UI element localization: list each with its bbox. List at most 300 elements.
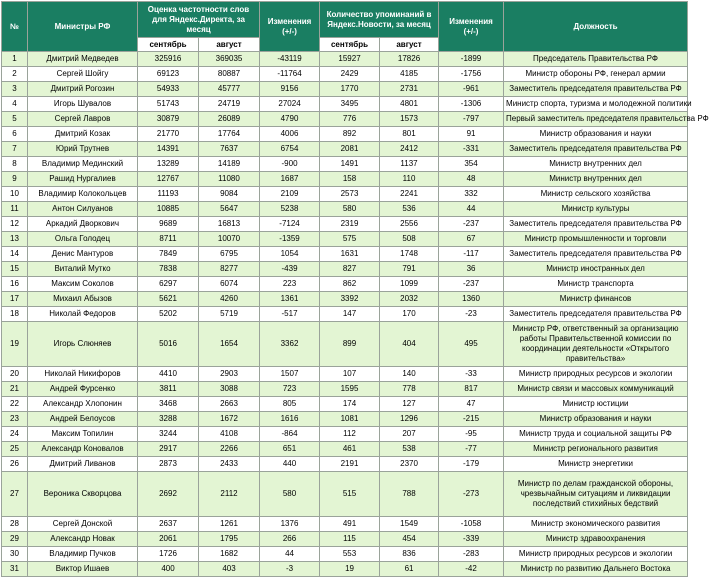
freq-change: -3	[260, 562, 320, 577]
mentions-september: 107	[320, 367, 380, 382]
mentions-change: -237	[439, 277, 504, 292]
mentions-september: 899	[320, 322, 380, 367]
mentions-change: -273	[439, 472, 504, 517]
mentions-september: 553	[320, 547, 380, 562]
mentions-change: -797	[439, 112, 504, 127]
mentions-change: -77	[439, 442, 504, 457]
table-row	[2, 172, 688, 187]
mentions-change: 354	[439, 157, 504, 172]
mentions-change: 48	[439, 172, 504, 187]
mentions-august: 1573	[380, 112, 439, 127]
row-number: 30	[2, 547, 28, 562]
position: Первый заместитель председателя правительства РФ	[504, 112, 688, 127]
freq-september: 13289	[138, 157, 199, 172]
table-row	[2, 247, 688, 262]
mentions-august: 2241	[380, 187, 439, 202]
mentions-september: 862	[320, 277, 380, 292]
row-number: 7	[2, 142, 28, 157]
freq-august: 80887	[199, 67, 260, 82]
row-number: 27	[2, 472, 28, 517]
freq-september: 51743	[138, 97, 199, 112]
position: Министр внутренних дел	[504, 172, 688, 187]
minister-name: Николай Никифоров	[28, 367, 138, 382]
mentions-august: 1099	[380, 277, 439, 292]
freq-change: -439	[260, 262, 320, 277]
minister-name: Максим Соколов	[28, 277, 138, 292]
mentions-august: 170	[380, 307, 439, 322]
freq-change: 723	[260, 382, 320, 397]
freq-september: 5621	[138, 292, 199, 307]
minister-name: Сергей Донской	[28, 517, 138, 532]
subheader-freq-august: август	[199, 38, 260, 52]
mentions-september: 580	[320, 202, 380, 217]
freq-change: 4006	[260, 127, 320, 142]
table-row	[2, 292, 688, 307]
mentions-september: 158	[320, 172, 380, 187]
freq-september: 3811	[138, 382, 199, 397]
freq-september: 7838	[138, 262, 199, 277]
table-row	[2, 382, 688, 397]
table-row	[2, 82, 688, 97]
freq-change: 1507	[260, 367, 320, 382]
freq-august: 6074	[199, 277, 260, 292]
freq-september: 1726	[138, 547, 199, 562]
freq-august: 3088	[199, 382, 260, 397]
position: Министр финансов	[504, 292, 688, 307]
freq-august: 1682	[199, 547, 260, 562]
mentions-change: -1756	[439, 67, 504, 82]
subheader-mentions-september: сентябрь	[320, 38, 380, 52]
freq-september: 8711	[138, 232, 199, 247]
row-number: 29	[2, 532, 28, 547]
freq-change: 1687	[260, 172, 320, 187]
table-row	[2, 112, 688, 127]
position: Министр по делам гражданской обороны, чрезвычайным ситуациям и ликвидации последствий стихийных бедствий	[504, 472, 688, 517]
mentions-september: 1491	[320, 157, 380, 172]
position: Министр иностранных дел	[504, 262, 688, 277]
freq-september: 12767	[138, 172, 199, 187]
header-minister: Министры РФ	[28, 2, 138, 52]
mentions-august: 791	[380, 262, 439, 277]
freq-september: 2692	[138, 472, 199, 517]
freq-change: 44	[260, 547, 320, 562]
mentions-august: 836	[380, 547, 439, 562]
header-mentions: Количество упоминаний в Яндекс.Новости, за месяц	[320, 2, 439, 38]
freq-august: 2433	[199, 457, 260, 472]
position: Министр труда и социальной защиты РФ	[504, 427, 688, 442]
mentions-august: 2412	[380, 142, 439, 157]
mentions-september: 15927	[320, 52, 380, 67]
freq-change: -900	[260, 157, 320, 172]
freq-september: 2637	[138, 517, 199, 532]
freq-august: 1261	[199, 517, 260, 532]
mentions-august: 536	[380, 202, 439, 217]
freq-change: -1359	[260, 232, 320, 247]
minister-name: Владимир Мединский	[28, 157, 138, 172]
freq-september: 7849	[138, 247, 199, 262]
freq-august: 8277	[199, 262, 260, 277]
row-number: 5	[2, 112, 28, 127]
freq-september: 5016	[138, 322, 199, 367]
mentions-september: 461	[320, 442, 380, 457]
table-row	[2, 202, 688, 217]
row-number: 2	[2, 67, 28, 82]
mentions-change: -95	[439, 427, 504, 442]
minister-name: Владимир Пучков	[28, 547, 138, 562]
mentions-change: 36	[439, 262, 504, 277]
ministers-table	[1, 1, 709, 577]
mentions-august: 404	[380, 322, 439, 367]
freq-september: 2873	[138, 457, 199, 472]
freq-change: 805	[260, 397, 320, 412]
mentions-august: 2370	[380, 457, 439, 472]
freq-change: -11764	[260, 67, 320, 82]
header-frequency: Оценка частотности слов для Яндекс.Директа, за месяц	[138, 2, 260, 38]
position: Министр связи и массовых коммуникаций	[504, 382, 688, 397]
table-row	[2, 532, 688, 547]
mentions-change: -42	[439, 562, 504, 577]
row-number: 1	[2, 52, 28, 67]
freq-september: 10885	[138, 202, 199, 217]
position: Председатель Правительства РФ	[504, 52, 688, 67]
minister-name: Сергей Шойгу	[28, 67, 138, 82]
table-row	[2, 457, 688, 472]
mentions-august: 127	[380, 397, 439, 412]
mentions-change: 1360	[439, 292, 504, 307]
freq-august: 9084	[199, 187, 260, 202]
position: Министр транспорта	[504, 277, 688, 292]
minister-name: Андрей Фурсенко	[28, 382, 138, 397]
row-number: 13	[2, 232, 28, 247]
row-number: 21	[2, 382, 28, 397]
row-number: 17	[2, 292, 28, 307]
table-row	[2, 127, 688, 142]
minister-name: Николай Федоров	[28, 307, 138, 322]
mentions-august: 2731	[380, 82, 439, 97]
row-number: 23	[2, 412, 28, 427]
subheader-freq-september: сентябрь	[138, 38, 199, 52]
position: Министр внутренних дел	[504, 157, 688, 172]
position: Заместитель председателя правительства РФ	[504, 247, 688, 262]
mentions-september: 112	[320, 427, 380, 442]
minister-name: Ольга Голодец	[28, 232, 138, 247]
mentions-change: -33	[439, 367, 504, 382]
position: Министр энергетики	[504, 457, 688, 472]
freq-change: 3362	[260, 322, 320, 367]
header-frequency-change: Изменения (+/-)	[260, 2, 320, 52]
position: Заместитель председателя правительства РФ	[504, 217, 688, 232]
freq-change: -43119	[260, 52, 320, 67]
freq-change: 651	[260, 442, 320, 457]
row-number: 18	[2, 307, 28, 322]
mentions-september: 1595	[320, 382, 380, 397]
position: Министр природных ресурсов и экологии	[504, 367, 688, 382]
freq-september: 30879	[138, 112, 199, 127]
freq-september: 3244	[138, 427, 199, 442]
mentions-august: 538	[380, 442, 439, 457]
freq-change: 6754	[260, 142, 320, 157]
position: Заместитель председателя правительства РФ	[504, 82, 688, 97]
mentions-august: 788	[380, 472, 439, 517]
mentions-august: 2032	[380, 292, 439, 307]
row-number: 6	[2, 127, 28, 142]
mentions-august: 4801	[380, 97, 439, 112]
mentions-august: 61	[380, 562, 439, 577]
minister-name: Денис Мантуров	[28, 247, 138, 262]
header-row	[2, 2, 688, 38]
freq-august: 16813	[199, 217, 260, 232]
minister-name: Дмитрий Ливанов	[28, 457, 138, 472]
mentions-september: 892	[320, 127, 380, 142]
freq-september: 3468	[138, 397, 199, 412]
freq-september: 3288	[138, 412, 199, 427]
row-number: 28	[2, 517, 28, 532]
mentions-change: -1306	[439, 97, 504, 112]
mentions-september: 3392	[320, 292, 380, 307]
freq-september: 2061	[138, 532, 199, 547]
mentions-september: 1081	[320, 412, 380, 427]
mentions-august: 778	[380, 382, 439, 397]
freq-august: 2903	[199, 367, 260, 382]
header-mentions-change: Изменения (+/-)	[439, 2, 504, 52]
freq-august: 1672	[199, 412, 260, 427]
minister-name: Владимир Колокольцев	[28, 187, 138, 202]
table-row	[2, 52, 688, 67]
mentions-change: 67	[439, 232, 504, 247]
table-row	[2, 97, 688, 112]
subheader-mentions-august: август	[380, 38, 439, 52]
mentions-change: -215	[439, 412, 504, 427]
table-row	[2, 67, 688, 82]
mentions-change: -283	[439, 547, 504, 562]
minister-name: Юрий Трутнев	[28, 142, 138, 157]
minister-name: Вероника Скворцова	[28, 472, 138, 517]
row-number: 4	[2, 97, 28, 112]
minister-name: Максим Топилин	[28, 427, 138, 442]
minister-name: Дмитрий Медведев	[28, 52, 138, 67]
freq-august: 4108	[199, 427, 260, 442]
table-row	[2, 307, 688, 322]
table-row	[2, 157, 688, 172]
row-number: 9	[2, 172, 28, 187]
minister-name: Александр Хлопонин	[28, 397, 138, 412]
mentions-change: -331	[439, 142, 504, 157]
row-number: 8	[2, 157, 28, 172]
freq-change: -864	[260, 427, 320, 442]
mentions-change: 817	[439, 382, 504, 397]
minister-name: Игорь Слюняев	[28, 322, 138, 367]
position: Министр по развитию Дальнего Востока	[504, 562, 688, 577]
mentions-august: 4185	[380, 67, 439, 82]
position: Заместитель председателя правительства РФ	[504, 142, 688, 157]
freq-august: 24719	[199, 97, 260, 112]
freq-change: 4790	[260, 112, 320, 127]
freq-august: 6795	[199, 247, 260, 262]
mentions-september: 2081	[320, 142, 380, 157]
position: Министр юстиции	[504, 397, 688, 412]
mentions-september: 2573	[320, 187, 380, 202]
mentions-change: 44	[439, 202, 504, 217]
mentions-september: 515	[320, 472, 380, 517]
position: Министр образования и науки	[504, 412, 688, 427]
mentions-august: 2556	[380, 217, 439, 232]
mentions-change: -179	[439, 457, 504, 472]
mentions-august: 1748	[380, 247, 439, 262]
minister-name: Сергей Лавров	[28, 112, 138, 127]
mentions-august: 1137	[380, 157, 439, 172]
mentions-august: 140	[380, 367, 439, 382]
mentions-change: -237	[439, 217, 504, 232]
mentions-august: 801	[380, 127, 439, 142]
freq-august: 1654	[199, 322, 260, 367]
freq-september: 325916	[138, 52, 199, 67]
freq-september: 11193	[138, 187, 199, 202]
freq-september: 21770	[138, 127, 199, 142]
table-row	[2, 562, 688, 577]
position: Министр образования и науки	[504, 127, 688, 142]
row-number: 3	[2, 82, 28, 97]
freq-change: 9156	[260, 82, 320, 97]
freq-august: 7637	[199, 142, 260, 157]
freq-august: 5719	[199, 307, 260, 322]
table-row	[2, 427, 688, 442]
table-row	[2, 367, 688, 382]
mentions-september: 147	[320, 307, 380, 322]
table-row	[2, 442, 688, 457]
position: Министр обороны РФ, генерал армии	[504, 67, 688, 82]
mentions-september: 2429	[320, 67, 380, 82]
mentions-change: 91	[439, 127, 504, 142]
freq-september: 9689	[138, 217, 199, 232]
freq-september: 14391	[138, 142, 199, 157]
mentions-september: 827	[320, 262, 380, 277]
table-row	[2, 217, 688, 232]
row-number: 12	[2, 217, 28, 232]
row-number: 19	[2, 322, 28, 367]
minister-name: Виталий Мутко	[28, 262, 138, 277]
freq-change: 27024	[260, 97, 320, 112]
row-number: 11	[2, 202, 28, 217]
mentions-august: 207	[380, 427, 439, 442]
row-number: 15	[2, 262, 28, 277]
minister-name: Михаил Абызов	[28, 292, 138, 307]
row-number: 22	[2, 397, 28, 412]
freq-change: 2109	[260, 187, 320, 202]
row-number: 24	[2, 427, 28, 442]
position: Министр сельского хозяйства	[504, 187, 688, 202]
row-number: 31	[2, 562, 28, 577]
freq-september: 6297	[138, 277, 199, 292]
row-number: 16	[2, 277, 28, 292]
mentions-september: 2319	[320, 217, 380, 232]
mentions-change: -339	[439, 532, 504, 547]
freq-change: -7124	[260, 217, 320, 232]
minister-name: Аркадий Дворкович	[28, 217, 138, 232]
freq-september: 69123	[138, 67, 199, 82]
freq-change: 266	[260, 532, 320, 547]
mentions-change: -1058	[439, 517, 504, 532]
table-row	[2, 232, 688, 247]
freq-september: 54933	[138, 82, 199, 97]
freq-change: 1376	[260, 517, 320, 532]
mentions-september: 3495	[320, 97, 380, 112]
minister-name: Дмитрий Рогозин	[28, 82, 138, 97]
freq-change: 1054	[260, 247, 320, 262]
row-number: 14	[2, 247, 28, 262]
freq-august: 10070	[199, 232, 260, 247]
mentions-september: 2191	[320, 457, 380, 472]
position: Министр спорта, туризма и молодежной политики	[504, 97, 688, 112]
table-body	[2, 52, 709, 577]
freq-august: 2663	[199, 397, 260, 412]
table-row	[2, 412, 688, 427]
header-position: Должность	[504, 2, 688, 52]
freq-august: 14189	[199, 157, 260, 172]
mentions-august: 508	[380, 232, 439, 247]
mentions-september: 575	[320, 232, 380, 247]
table-row	[2, 397, 688, 412]
row-number: 20	[2, 367, 28, 382]
freq-change: 580	[260, 472, 320, 517]
row-number: 10	[2, 187, 28, 202]
row-number: 26	[2, 457, 28, 472]
mentions-september: 1770	[320, 82, 380, 97]
mentions-september: 776	[320, 112, 380, 127]
freq-august: 5647	[199, 202, 260, 217]
mentions-change: -23	[439, 307, 504, 322]
freq-september: 2917	[138, 442, 199, 457]
table-row	[2, 262, 688, 277]
freq-change: 440	[260, 457, 320, 472]
minister-name: Дмитрий Козак	[28, 127, 138, 142]
minister-name: Рашид Нургалиев	[28, 172, 138, 187]
table-row	[2, 322, 688, 367]
mentions-september: 491	[320, 517, 380, 532]
mentions-august: 1549	[380, 517, 439, 532]
freq-change: 5238	[260, 202, 320, 217]
position: Министр промышленности и торговли	[504, 232, 688, 247]
freq-august: 45777	[199, 82, 260, 97]
freq-change: 1616	[260, 412, 320, 427]
table-row	[2, 142, 688, 157]
minister-name: Андрей Белоусов	[28, 412, 138, 427]
freq-august: 11080	[199, 172, 260, 187]
mentions-september: 174	[320, 397, 380, 412]
position: Министр РФ, ответственный за организацию работы Правительственной комиссии по координации деятельности «Открытого правительства»	[504, 322, 688, 367]
table-row	[2, 547, 688, 562]
mentions-august: 110	[380, 172, 439, 187]
position: Заместитель председателя правительства РФ	[504, 307, 688, 322]
freq-change: 1361	[260, 292, 320, 307]
table-row	[2, 472, 688, 517]
header-number: №	[2, 2, 28, 52]
mentions-september: 1631	[320, 247, 380, 262]
minister-name: Александр Новак	[28, 532, 138, 547]
mentions-change: -961	[439, 82, 504, 97]
mentions-change: 495	[439, 322, 504, 367]
minister-name: Александр Коновалов	[28, 442, 138, 457]
mentions-change: 47	[439, 397, 504, 412]
minister-name: Игорь Шувалов	[28, 97, 138, 112]
table-row	[2, 187, 688, 202]
freq-september: 5202	[138, 307, 199, 322]
mentions-change: -117	[439, 247, 504, 262]
freq-august: 2112	[199, 472, 260, 517]
position: Министр культуры	[504, 202, 688, 217]
freq-change: -517	[260, 307, 320, 322]
mentions-august: 454	[380, 532, 439, 547]
freq-august: 1795	[199, 532, 260, 547]
